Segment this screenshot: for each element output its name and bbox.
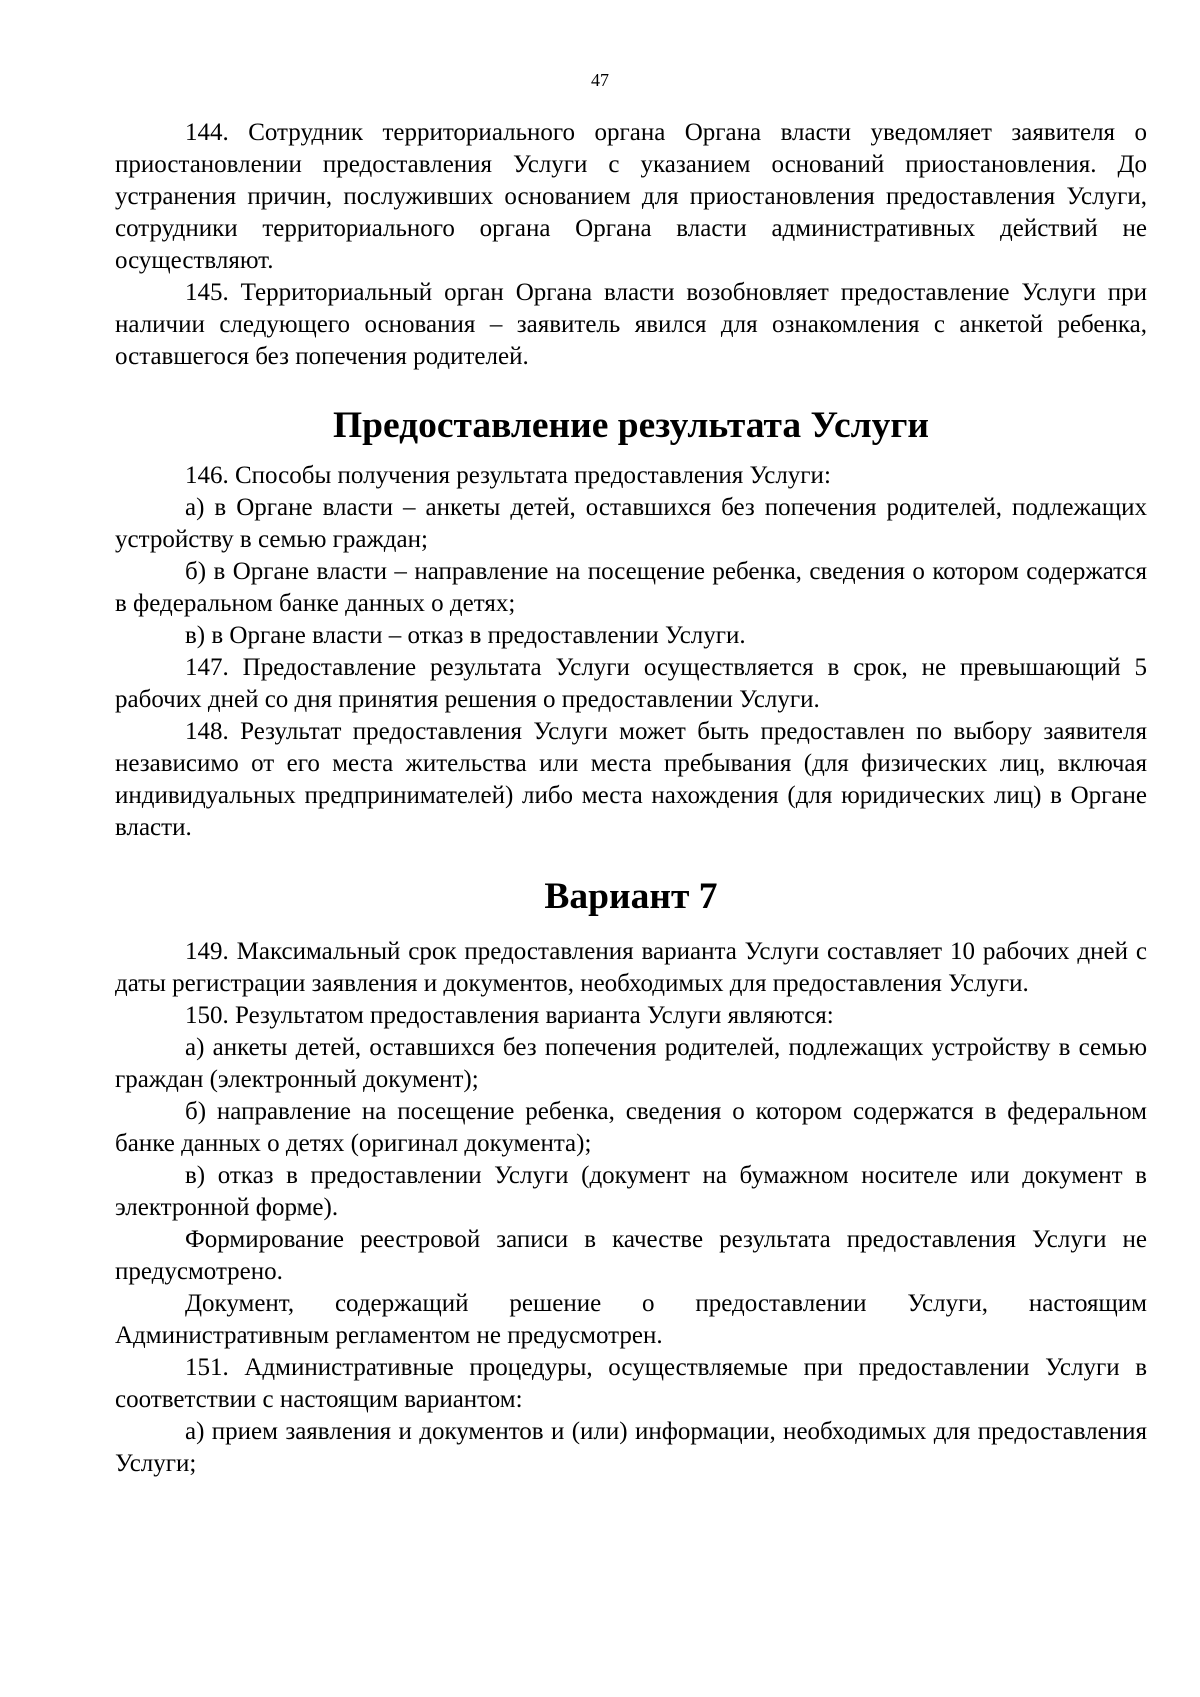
document-body	[115, 117, 1147, 1480]
paragraph-148: 148. Результат предоставления Услуги может быть предоставлен по выбору заявителя независимо от его места жительства или места пребывания (для физических лиц, включая индивидуальных предпринимателей) либо места нахождения (для юридических лиц) в Органе власти.	[115, 718, 1147, 841]
paragraph-146-a: а) в Органе власти – анкеты детей, оставшихся без попечения родителей, подлежащих устройству в семью граждан;	[115, 494, 1147, 553]
paragraph-151-a: а) прием заявления и документов и (или) информации, необходимых для предоставления Услуги;	[115, 1418, 1147, 1477]
paragraph-151: 151. Административные процедуры, осуществляемые при предоставлении Услуги в соответствии с настоящим вариантом:	[115, 1354, 1147, 1413]
paragraph-146: 146. Способы получения результата предоставления Услуги:	[185, 462, 831, 489]
paragraph-registry-record: Формирование реестровой записи в качестве результата предоставления Услуги не предусмотрено.	[115, 1226, 1147, 1285]
paragraph-149: 149. Максимальный срок предоставления варианта Услуги составляет 10 рабочих дней с даты регистрации заявления и документов, необходимых для предоставления Услуги.	[115, 938, 1147, 997]
paragraph-146-v: в) в Органе власти – отказ в предоставлении Услуги.	[185, 622, 746, 649]
section-heading-result: Предоставление результата Услуги	[332, 405, 930, 446]
paragraph-150-v: в) отказ в предоставлении Услуги (документ на бумажном носителе или документ в электронной форме).	[115, 1162, 1147, 1221]
paragraph-147: 147. Предоставление результата Услуги осуществляется в срок, не превышающий 5 рабочих дней со дня принятия решения о предоставлении Услуги.	[115, 654, 1147, 713]
paragraph-144: 144. Сотрудник территориального органа Органа власти уведомляет заявителя о приостановлении предоставления Услуги с указанием оснований приостановления. До устранения причин, послуживших основанием для приостановления предоставления Услуги, сотрудники территориального органа Органа власти административных действий не осуществляют.	[115, 119, 1147, 274]
page-number: 47	[591, 70, 609, 90]
paragraph-decision-document: Документ, содержащий решение о предоставлении Услуги, настоящим Административным регламентом не предусмотрен.	[115, 1290, 1147, 1349]
section-heading-variant-7: Вариант 7	[544, 876, 718, 917]
paragraph-146-b: б) в Органе власти – направление на посещение ребенка, сведения о котором содержатся в федеральном банке данных о детях;	[115, 558, 1147, 617]
paragraph-150: 150. Результатом предоставления варианта Услуги являются:	[185, 1002, 834, 1029]
paragraph-145: 145. Территориальный орган Органа власти возобновляет предоставление Услуги при наличии следующего основания – заявитель явился для ознакомления с анкетой ребенка, оставшегося без попечения родителей.	[115, 279, 1147, 370]
paragraph-150-a: а) анкеты детей, оставшихся без попечения родителей, подлежащих устройству в семью граждан (электронный документ);	[115, 1034, 1147, 1093]
paragraph-150-b: б) направление на посещение ребенка, сведения о котором содержатся в федеральном банке данных о детях (оригинал документа);	[115, 1098, 1147, 1157]
